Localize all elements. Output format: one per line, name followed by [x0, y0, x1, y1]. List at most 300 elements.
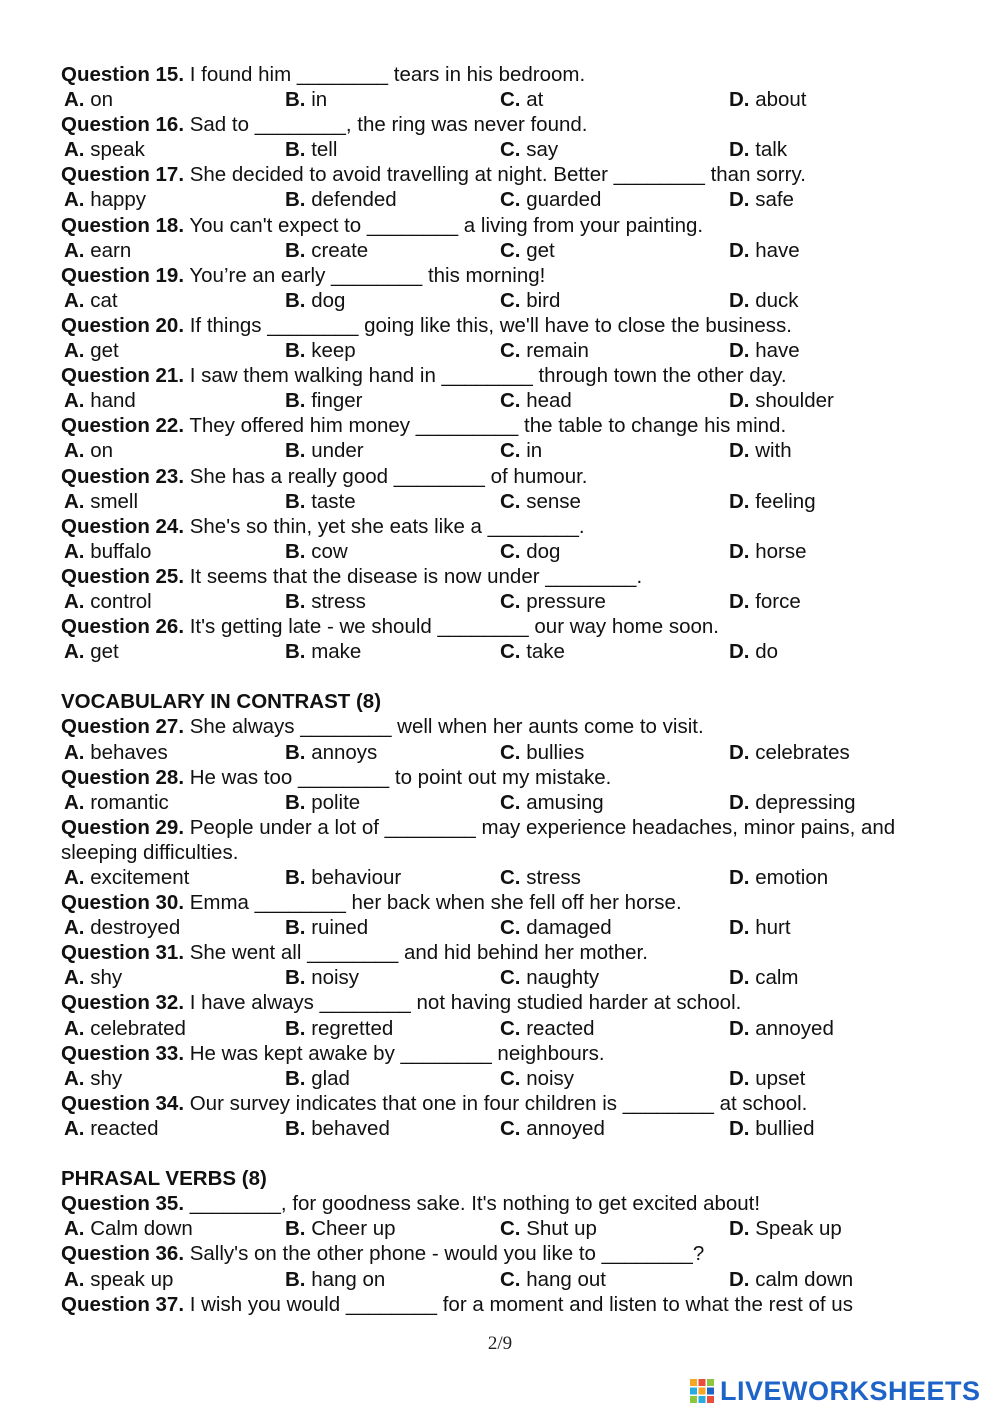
- answer-options: [61, 137, 941, 162]
- option-letter: C.: [500, 88, 521, 112]
- option-text: in: [311, 88, 328, 112]
- option-text: taste: [311, 489, 356, 513]
- option-letter: B.: [285, 288, 306, 312]
- option-text: hurt: [755, 916, 791, 940]
- question-number: Question 35.: [61, 1192, 185, 1216]
- question-text: He was kept awake by ________ neighbours.: [184, 1041, 605, 1065]
- section-spacer: [61, 664, 941, 689]
- option-c[interactable]: [500, 489, 581, 514]
- question-text: Emma ________ her back when she fell off her horse.: [184, 891, 682, 915]
- question-number: Question 21.: [61, 364, 185, 388]
- option-d[interactable]: [729, 438, 792, 463]
- option-letter: C.: [500, 966, 521, 990]
- option-d[interactable]: [729, 790, 856, 815]
- option-a[interactable]: [64, 87, 113, 112]
- answer-options: [61, 187, 941, 212]
- question-number: Question 29.: [61, 815, 185, 839]
- question-number: Question 22.: [61, 414, 185, 438]
- option-b[interactable]: [285, 137, 337, 162]
- option-text: behaviour: [311, 866, 402, 889]
- option-letter: B.: [285, 1217, 306, 1241]
- option-text: depressing: [755, 790, 856, 814]
- question-stem: [61, 1041, 941, 1066]
- option-letter: D.: [729, 1267, 750, 1291]
- option-letter: B.: [285, 589, 306, 613]
- option-text: stress: [311, 589, 366, 613]
- option-letter: C.: [500, 740, 521, 764]
- option-text: bullied: [755, 1116, 815, 1140]
- option-c[interactable]: [500, 1116, 605, 1141]
- option-letter: A.: [64, 640, 85, 664]
- option-a[interactable]: [64, 740, 168, 765]
- question-stem: [61, 514, 941, 539]
- option-a[interactable]: [64, 965, 122, 990]
- option-text: bullies: [526, 740, 585, 764]
- option-text: calm down: [755, 1267, 854, 1291]
- option-letter: C.: [500, 389, 521, 413]
- option-d[interactable]: [729, 639, 778, 664]
- option-text: dog: [526, 539, 561, 563]
- option-letter: A.: [64, 188, 85, 212]
- option-letter: D.: [729, 916, 750, 940]
- question-number: Question 37.: [61, 1292, 185, 1316]
- option-a[interactable]: [64, 1116, 159, 1141]
- option-b[interactable]: [285, 288, 345, 313]
- option-letter: B.: [285, 966, 306, 990]
- option-letter: A.: [64, 238, 85, 262]
- answer-options: [61, 1216, 941, 1241]
- option-d[interactable]: [729, 539, 806, 564]
- option-a[interactable]: [64, 865, 189, 890]
- question-text: Our survey indicates that one in four children is ________ at school.: [184, 1091, 808, 1115]
- option-d[interactable]: [729, 915, 791, 940]
- question-number: Question 27.: [61, 715, 185, 739]
- option-b[interactable]: [285, 1116, 390, 1141]
- option-a[interactable]: [64, 338, 119, 363]
- option-letter: C.: [500, 339, 521, 363]
- question-text: I found him ________ tears in his bedroom.: [184, 63, 586, 86]
- option-text: smell: [90, 489, 139, 513]
- option-letter: C.: [500, 866, 521, 889]
- question-text: She always ________ well when her aunts come to visit.: [184, 715, 704, 739]
- option-b[interactable]: [285, 1066, 350, 1091]
- option-letter: B.: [285, 489, 306, 513]
- option-letter: B.: [285, 188, 306, 212]
- option-text: dog: [311, 288, 346, 312]
- option-letter: B.: [285, 1016, 306, 1040]
- answer-options: [61, 965, 941, 990]
- question-stem: [61, 1292, 941, 1317]
- answer-options: [61, 288, 941, 313]
- option-text: earn: [90, 238, 132, 262]
- question-number: Question 32.: [61, 991, 185, 1015]
- brand-name: LIVEWORKSHEETS: [720, 1375, 981, 1406]
- question-text: She decided to avoid travelling at night. Better ________ than sorry.: [184, 163, 806, 187]
- option-c[interactable]: [500, 1267, 606, 1292]
- answer-options: [61, 790, 941, 815]
- option-c[interactable]: [500, 589, 606, 614]
- option-text: say: [526, 138, 559, 162]
- option-letter: D.: [729, 966, 750, 990]
- option-d[interactable]: [729, 965, 799, 990]
- question-number: Question 36.: [61, 1242, 185, 1266]
- option-d[interactable]: [729, 740, 850, 765]
- option-text: reacted: [526, 1016, 595, 1040]
- option-a[interactable]: [64, 288, 118, 313]
- option-letter: A.: [64, 539, 85, 563]
- option-b[interactable]: [285, 865, 401, 890]
- option-text: cat: [90, 288, 118, 312]
- option-letter: D.: [729, 866, 750, 889]
- option-letter: C.: [500, 439, 521, 463]
- option-b[interactable]: [285, 915, 368, 940]
- question-stem: [61, 815, 941, 865]
- option-c[interactable]: [500, 238, 555, 263]
- option-c[interactable]: [500, 639, 565, 664]
- option-text: noisy: [526, 1066, 575, 1090]
- option-text: tell: [311, 138, 338, 162]
- option-a[interactable]: [64, 388, 136, 413]
- option-b[interactable]: [285, 388, 362, 413]
- option-text: ruined: [311, 916, 369, 940]
- option-letter: C.: [500, 288, 521, 312]
- option-letter: A.: [64, 740, 85, 764]
- question-text: You’re an early ________ this morning!: [184, 263, 546, 287]
- question-text: She has a really good ________ of humour.: [184, 464, 588, 488]
- option-letter: D.: [729, 288, 750, 312]
- option-letter: B.: [285, 339, 306, 363]
- question-text: It seems that the disease is now under ________.: [184, 564, 643, 588]
- option-text: in: [526, 439, 543, 463]
- question-text: She went all ________ and hid behind her mother.: [184, 941, 648, 965]
- answer-options: [61, 438, 941, 463]
- option-letter: A.: [64, 339, 85, 363]
- option-text: defended: [311, 188, 397, 212]
- option-text: damaged: [526, 916, 612, 940]
- answer-options: [61, 388, 941, 413]
- question-stem: [61, 263, 941, 288]
- option-letter: D.: [729, 539, 750, 563]
- option-c[interactable]: [500, 438, 542, 463]
- question-number: Question 15.: [61, 63, 185, 86]
- option-text: feeling: [755, 489, 816, 513]
- option-letter: D.: [729, 138, 750, 162]
- option-a[interactable]: [64, 438, 113, 463]
- option-c[interactable]: [500, 388, 572, 413]
- option-b[interactable]: [285, 539, 348, 564]
- option-c[interactable]: [500, 1216, 597, 1241]
- option-b[interactable]: [285, 1216, 396, 1241]
- option-c[interactable]: [500, 1066, 574, 1091]
- option-a[interactable]: [64, 639, 119, 664]
- option-a[interactable]: [64, 187, 146, 212]
- option-text: stress: [526, 866, 581, 889]
- option-text: Cheer up: [311, 1217, 396, 1241]
- option-text: have: [755, 339, 800, 363]
- option-d[interactable]: [729, 1066, 805, 1091]
- option-d[interactable]: [729, 1116, 814, 1141]
- question-text: I saw them walking hand in ________ through town the other day.: [184, 364, 787, 388]
- option-c[interactable]: [500, 1016, 595, 1041]
- answer-options: [61, 1016, 941, 1041]
- option-b[interactable]: [285, 338, 356, 363]
- option-letter: C.: [500, 1016, 521, 1040]
- question-stem: [61, 363, 941, 388]
- option-text: happy: [90, 188, 147, 212]
- option-letter: B.: [285, 740, 306, 764]
- option-a[interactable]: [64, 137, 145, 162]
- option-text: shoulder: [755, 389, 834, 413]
- option-letter: B.: [285, 389, 306, 413]
- option-c[interactable]: [500, 288, 560, 313]
- option-a[interactable]: [64, 539, 151, 564]
- option-text: behaved: [311, 1116, 390, 1140]
- option-letter: A.: [64, 589, 85, 613]
- option-text: cow: [311, 539, 348, 563]
- option-d[interactable]: [729, 187, 794, 212]
- option-text: noisy: [311, 966, 360, 990]
- option-letter: A.: [64, 439, 85, 463]
- option-letter: A.: [64, 866, 85, 889]
- option-a[interactable]: [64, 238, 131, 263]
- question-text: People under a lot of ________ may experience headaches, minor pains, and sleeping difficulties.: [61, 815, 896, 864]
- option-letter: B.: [285, 790, 306, 814]
- option-a[interactable]: [64, 589, 152, 614]
- question-text: Sad to ________, the ring was never found.: [184, 113, 588, 137]
- answer-options: [61, 87, 941, 112]
- option-letter: A.: [64, 966, 85, 990]
- option-b[interactable]: [285, 438, 364, 463]
- option-text: behaves: [90, 740, 168, 764]
- option-a[interactable]: [64, 1267, 173, 1292]
- option-c[interactable]: [500, 187, 601, 212]
- option-b[interactable]: [285, 87, 327, 112]
- option-d[interactable]: [729, 288, 799, 313]
- option-text: destroyed: [90, 916, 181, 940]
- option-a[interactable]: [64, 1016, 186, 1041]
- option-a[interactable]: [64, 1216, 193, 1241]
- option-b[interactable]: [285, 965, 359, 990]
- option-c[interactable]: [500, 965, 599, 990]
- option-text: force: [755, 589, 801, 613]
- option-text: horse: [755, 539, 807, 563]
- option-b[interactable]: [285, 238, 368, 263]
- option-d[interactable]: [729, 1016, 834, 1041]
- option-b[interactable]: [285, 790, 360, 815]
- option-text: Speak up: [755, 1217, 842, 1241]
- question-number: Question 33.: [61, 1041, 185, 1065]
- option-text: guarded: [526, 188, 602, 212]
- option-text: annoyed: [526, 1116, 605, 1140]
- option-letter: A.: [64, 288, 85, 312]
- option-letter: A.: [64, 790, 85, 814]
- option-letter: A.: [64, 138, 85, 162]
- option-c[interactable]: [500, 338, 589, 363]
- option-letter: B.: [285, 866, 306, 889]
- question-number: Question 19.: [61, 263, 185, 287]
- question-number: Question 30.: [61, 891, 185, 915]
- option-text: romantic: [90, 790, 169, 814]
- option-text: amusing: [526, 790, 604, 814]
- question-number: Question 26.: [61, 615, 185, 639]
- option-text: take: [526, 640, 565, 664]
- option-letter: D.: [729, 339, 750, 363]
- section-heading: VOCABULARY IN CONTRAST (8): [61, 690, 382, 714]
- option-letter: D.: [729, 238, 750, 262]
- option-letter: A.: [64, 1116, 85, 1140]
- option-c[interactable]: [500, 865, 581, 890]
- question-stem: [61, 1091, 941, 1116]
- question-text: She's so thin, yet she eats like a ________.: [184, 514, 585, 538]
- option-letter: D.: [729, 640, 750, 664]
- question-stem: [61, 614, 941, 639]
- question-stem: [61, 714, 941, 739]
- option-d[interactable]: [729, 1267, 853, 1292]
- option-text: talk: [755, 138, 788, 162]
- option-text: celebrates: [755, 740, 850, 764]
- option-text: on: [90, 88, 114, 112]
- option-c[interactable]: [500, 137, 558, 162]
- answer-options: [61, 539, 941, 564]
- page-number: 2/9: [487, 1333, 513, 1354]
- option-text: glad: [311, 1066, 350, 1090]
- answer-options: [61, 740, 941, 765]
- option-letter: A.: [64, 389, 85, 413]
- worksheet-content: [61, 62, 941, 1317]
- option-b[interactable]: [285, 187, 397, 212]
- option-letter: D.: [729, 1066, 750, 1090]
- option-letter: D.: [729, 1116, 750, 1140]
- option-letter: C.: [500, 1116, 521, 1140]
- option-c[interactable]: [500, 915, 612, 940]
- question-stem: [61, 112, 941, 137]
- option-letter: B.: [285, 1116, 306, 1140]
- option-b[interactable]: [285, 639, 361, 664]
- option-b[interactable]: [285, 489, 356, 514]
- option-text: make: [311, 640, 362, 664]
- answer-options: [61, 1116, 941, 1141]
- option-text: remain: [526, 339, 589, 363]
- question-text: I wish you would ________ for a moment and listen to what the rest of us: [184, 1292, 853, 1316]
- option-text: celebrated: [90, 1016, 186, 1040]
- option-b[interactable]: [285, 740, 377, 765]
- option-a[interactable]: [64, 790, 169, 815]
- option-text: naughty: [526, 966, 600, 990]
- option-b[interactable]: [285, 1016, 393, 1041]
- option-text: bird: [526, 288, 561, 312]
- option-b[interactable]: [285, 1267, 385, 1292]
- option-letter: C.: [500, 1217, 521, 1241]
- option-c[interactable]: [500, 790, 604, 815]
- option-a[interactable]: [64, 489, 138, 514]
- option-text: at: [526, 88, 544, 112]
- answer-options: [61, 1267, 941, 1292]
- option-d[interactable]: [729, 865, 828, 890]
- option-text: speak up: [90, 1267, 174, 1291]
- option-letter: C.: [500, 916, 521, 940]
- option-d[interactable]: [729, 137, 787, 162]
- option-a[interactable]: [64, 915, 180, 940]
- option-text: calm: [755, 966, 799, 990]
- answer-options: [61, 589, 941, 614]
- option-c[interactable]: [500, 87, 543, 112]
- option-text: reacted: [90, 1116, 159, 1140]
- question-number: Question 24.: [61, 514, 185, 538]
- liveworksheets-logo[interactable]: [690, 1376, 981, 1406]
- option-d[interactable]: [729, 87, 807, 112]
- option-text: control: [90, 589, 152, 613]
- question-stem: [61, 564, 941, 589]
- answer-options: [61, 238, 941, 263]
- option-letter: B.: [285, 439, 306, 463]
- option-letter: D.: [729, 1016, 750, 1040]
- question-text: It's getting late - we should ________ our way home soon.: [184, 615, 720, 639]
- option-text: upset: [755, 1066, 806, 1090]
- answer-options: [61, 915, 941, 940]
- question-text: Sally's on the other phone - would you like to ________?: [184, 1242, 705, 1266]
- option-letter: D.: [729, 439, 750, 463]
- option-letter: A.: [64, 1066, 85, 1090]
- question-stem: [61, 765, 941, 790]
- option-letter: D.: [729, 740, 750, 764]
- option-b[interactable]: [285, 589, 366, 614]
- question-stem: [61, 990, 941, 1015]
- option-c[interactable]: [500, 539, 560, 564]
- liveworksheets-logo-icon: [690, 1379, 714, 1403]
- option-c[interactable]: [500, 740, 584, 765]
- question-number: Question 25.: [61, 564, 185, 588]
- option-d[interactable]: [729, 238, 800, 263]
- option-text: do: [755, 640, 779, 664]
- option-letter: C.: [500, 790, 521, 814]
- option-text: Calm down: [90, 1217, 193, 1241]
- question-stem: [61, 940, 941, 965]
- option-text: hang out: [526, 1267, 607, 1291]
- option-text: finger: [311, 389, 363, 413]
- question-stem: [61, 213, 941, 238]
- question-text: If things ________ going like this, we'll have to close the business.: [184, 313, 792, 337]
- option-letter: C.: [500, 188, 521, 212]
- option-text: speak: [90, 138, 145, 162]
- option-text: have: [755, 238, 800, 262]
- option-letter: C.: [500, 1267, 521, 1291]
- option-text: on: [90, 439, 114, 463]
- option-letter: B.: [285, 238, 306, 262]
- option-text: emotion: [755, 866, 829, 889]
- question-text: You can't expect to ________ a living from your painting.: [184, 213, 704, 237]
- option-letter: D.: [729, 589, 750, 613]
- option-letter: A.: [64, 489, 85, 513]
- option-d[interactable]: [729, 338, 800, 363]
- answer-options: [61, 338, 941, 363]
- option-d[interactable]: [729, 1216, 842, 1241]
- question-stem: [61, 162, 941, 187]
- option-letter: C.: [500, 539, 521, 563]
- option-letter: C.: [500, 489, 521, 513]
- question-number: Question 23.: [61, 464, 185, 488]
- option-letter: A.: [64, 1267, 85, 1291]
- option-d[interactable]: [729, 489, 816, 514]
- option-d[interactable]: [729, 589, 801, 614]
- option-d[interactable]: [729, 388, 834, 413]
- option-a[interactable]: [64, 1066, 122, 1091]
- question-stem: [61, 1191, 941, 1216]
- option-text: annoyed: [755, 1016, 834, 1040]
- question-number: Question 17.: [61, 163, 185, 187]
- option-letter: B.: [285, 88, 306, 112]
- option-letter: C.: [500, 238, 521, 262]
- question-number: Question 16.: [61, 113, 185, 137]
